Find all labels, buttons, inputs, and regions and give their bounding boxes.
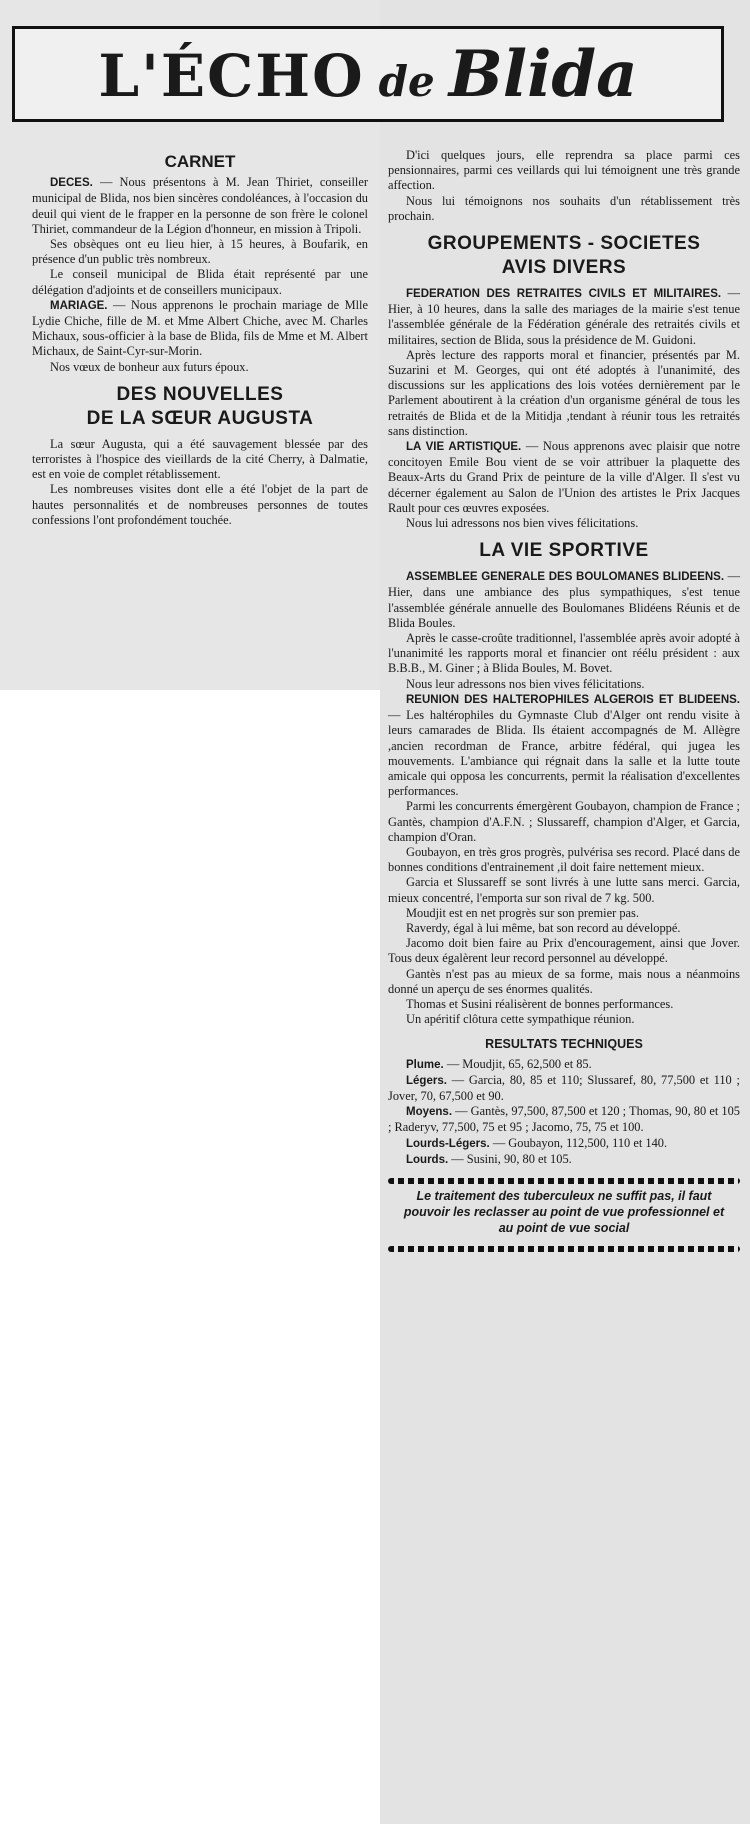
right-column [388,148,740,1256]
boulomanes-paragraph-3: Nous leur adressons nos bien vives félicitations. [406,676,645,691]
halterophiles-paragraph-7: Jacomo doit bien faire au Prix d'encouragement, ainsi que Jover. Tous deux égalèrent leur record personnel au développé. [388,936,740,966]
halterophiles-paragraph-6: Raverdy, égal à lui même, bat son record au développé. [406,920,681,935]
results-heading: RESULTATS TECHNIQUES [485,1037,643,1052]
divider-bottom [388,1246,740,1252]
boulomanes-paragraph-2: Après le casse-croûte traditionnel, l'assemblée après avoir adopté à l'unanimité les rapports moral et financier ont réélu président : aux B.B.B., M. Giner ; à Blida Boules, M. Bovet. [388,631,740,676]
artistique-paragraph: LA VIE ARTISTIQUE. — Nous apprenons avec plaisir que notre concitoyen Emile Bou vient de se voir attribuer la plaquette des Beaux-Arts du Grand Prix de peinture de la ville d'Alger. Il s'est vu décerner également au Salon de l'Union des artistes le Prix Jacques Rault pour ces œuvres exposées. [388,439,740,515]
halterophiles-paragraph-3: Goubayon, en très gros progrès, pulvérisa ses record. Placé dans de bonnes conditions d'entrainement ,il doit faire nettement mieux. [388,844,740,875]
groupements-heading: GROUPEMENTS - SOCIETES AVIS DIVERS [427,233,701,279]
voeux-paragraph: Nos vœux de bonheur aux futurs époux. [50,359,249,374]
tuberculosis-notice: Le traitement des tuberculeux ne suffit pas, il faut pouvoir les reclasser au point de vue professionnel et au point de vue social [403,1188,725,1235]
masthead [12,26,724,122]
results-legers: Légers. — Garcia, 80, 85 et 110; Slussaref, 80, 77,500 et 110 ; Jover, 70, 67,500 et 90. [388,1072,740,1103]
halterophiles-paragraph-8: Gantès n'est pas au mieux de sa forme, mais nous a néanmoins donné un aperçu de ses énormes qualités. [388,966,740,996]
halterophiles-paragraph-5: Moudjit est en net progrès sur son premier pas. [406,905,639,920]
divider-top [388,1178,740,1184]
sport-heading: LA VIE SPORTIVE [479,540,649,562]
augusta-paragraph-4: Nous lui témoignons nos souhaits d'un rétablissement très prochain. [388,193,740,223]
conseil-paragraph: Le conseil municipal de Blida était représenté par une délégation d'adjoints et de conseillers municipaux. [32,267,368,297]
masthead-place: Blida [448,36,638,112]
deces-lead: DECES. [50,177,93,190]
augusta-paragraph-3: D'ici quelques jours, elle reprendra sa place parmi ces pensionnaires, parmi ces veillards qui lui témoignent une très grande affection. [388,148,740,193]
boulomanes-paragraph: ASSEMBLEE GENERALE DES BOULOMANES BLIDEENS. — Hier, dans une ambiance des plus sympathiques, s'est tenue l'assemblée générale annuelle des Boulomanes Blidéens Réunis et de Blida Boules. [388,569,740,630]
obseques-paragraph: Ses obsèques ont eu lieu hier, à 15 heures, à Boufarik, en présence d'un public très nombreux. [32,237,368,267]
left-column [32,150,368,528]
boulomanes-lead: ASSEMBLEE GENERALE DES BOULOMANES BLIDEENS. [406,571,725,584]
augusta-heading: DES NOUVELLES DE LA SŒUR AUGUSTA [86,383,314,429]
mariage-paragraph: MARIAGE. — Nous apprenons le prochain mariage de Mlle Lydie Chiche, fille de M. et Mme Albert Chiche, avec M. Charles Michaux, sous-officier à la base de Blida, fils de Mme et M. Albert Michaux, de Saint-Cyr-sur-Morin. [32,297,368,359]
federation-paragraph-2: Après lecture des rapports moral et financier, présentés par M. Suzarini et M. Georges, qui ont été adoptés à l'unanimité, des discussions sur les applications des lois votées dernièrement par le Parlement aboutirent à la création d'un organisme général de tous les retraités de Blida et de la Mitidja ,tendant à réunir tous les retraités sans distinction. [388,347,740,438]
masthead-title: L'ÉCHO [98,41,365,110]
halterophiles-paragraph-10: Un apéritif clôtura cette sympathique réunion. [406,1012,635,1027]
results-lourds-legers: Lourds-Légers. — Goubayon, 112,500, 110 et 140. [406,1135,668,1150]
halterophiles-paragraph: REUNION DES HALTEROPHILES ALGEROIS ET BLIDEENS. — Les haltérophiles du Gymnaste Club d'Alger ont rendu visite à leurs camarades de Blida. Ils étaient accompagnés de M. Allègre ,ancien recordman de France, arbitre fédéral, qui jugea les mouvements. L'ambiance qui régnait dans la salle et la lutte toute amicale qui opposa les concurrents, permit la réalisation d'excellentes performances. [388,693,740,799]
federation-lead: FEDERATION DES RETRAITES CIVILS ET MILITAIRES. [406,288,722,301]
federation-paragraph: FEDERATION DES RETRAITES CIVILS ET MILITAIRES. — Hier, à 10 heures, dans la salle des mariages de la mairie s'est tenue l'assemblée générale de la Fédération générale des retraités civils et militaires, section de Blida, sous la présidence de M. Guidoni. [388,286,740,347]
augusta-paragraph-2: Les nombreuses visites dont elle a été l'objet de la part de hautes personnalités et de nombreuses personnes de toutes confessions l'ont profondément touchée. [32,482,368,527]
results-moyens: Moyens. — Gantès, 97,500, 87,500 et 120 ; Thomas, 90, 80 et 105 ; Raderyv, 77,500, 75 et 95 ; Jacomo, 75, 75 et 100. [388,1104,740,1135]
results-lourds: Lourds. — Susini, 90, 80 et 105. [406,1151,572,1166]
results-plume: Plume. — Moudjit, 65, 62,500 et 85. [406,1056,592,1071]
carnet-heading: CARNET [164,152,236,171]
artistique-lead: LA VIE ARTISTIQUE. [406,441,522,454]
halterophiles-lead: REUNION DES HALTEROPHILES ALGEROIS ET BLIDEENS. [406,693,740,706]
deces-paragraph: DECES. — Nous présentons à M. Jean Thiriet, conseiller municipal de Blida, nos bien sincères condoléances, à l'occasion du deuil qui vient de le frapper en la personne de son frère le colonel Thiriet, commandeur de la Légion d'honneur, en mission à Tripoli. [32,175,368,236]
artistique-paragraph-2: Nous lui adressons nos bien vives félicitations. [406,516,639,531]
augusta-paragraph-1: La sœur Augusta, qui a été sauvagement blessée par des terroristes à l'hospice des vieillards de la cité Cherry, à Dalmatie, est en voie de complet rétablissement. [32,436,368,482]
halterophiles-paragraph-9: Thomas et Susini réalisèrent de bonnes performances. [406,996,674,1011]
mariage-lead: MARIAGE. [50,299,108,312]
masthead-de: de [378,56,435,106]
halterophiles-paragraph-2: Parmi les concurrents émergèrent Goubayon, champion de France ; Gantès, champion d'A.F.N. ; Slussareff, champion d'Alger, et Garcia, champion d'Oran. [388,799,740,844]
halterophiles-paragraph-4: Garcia et Slussareff se sont livrés à une lutte sans merci. Garcia, mieux concentré, l'emporta sur son rival de 7 kg. 500. [388,875,740,905]
results-block [388,1057,740,1168]
